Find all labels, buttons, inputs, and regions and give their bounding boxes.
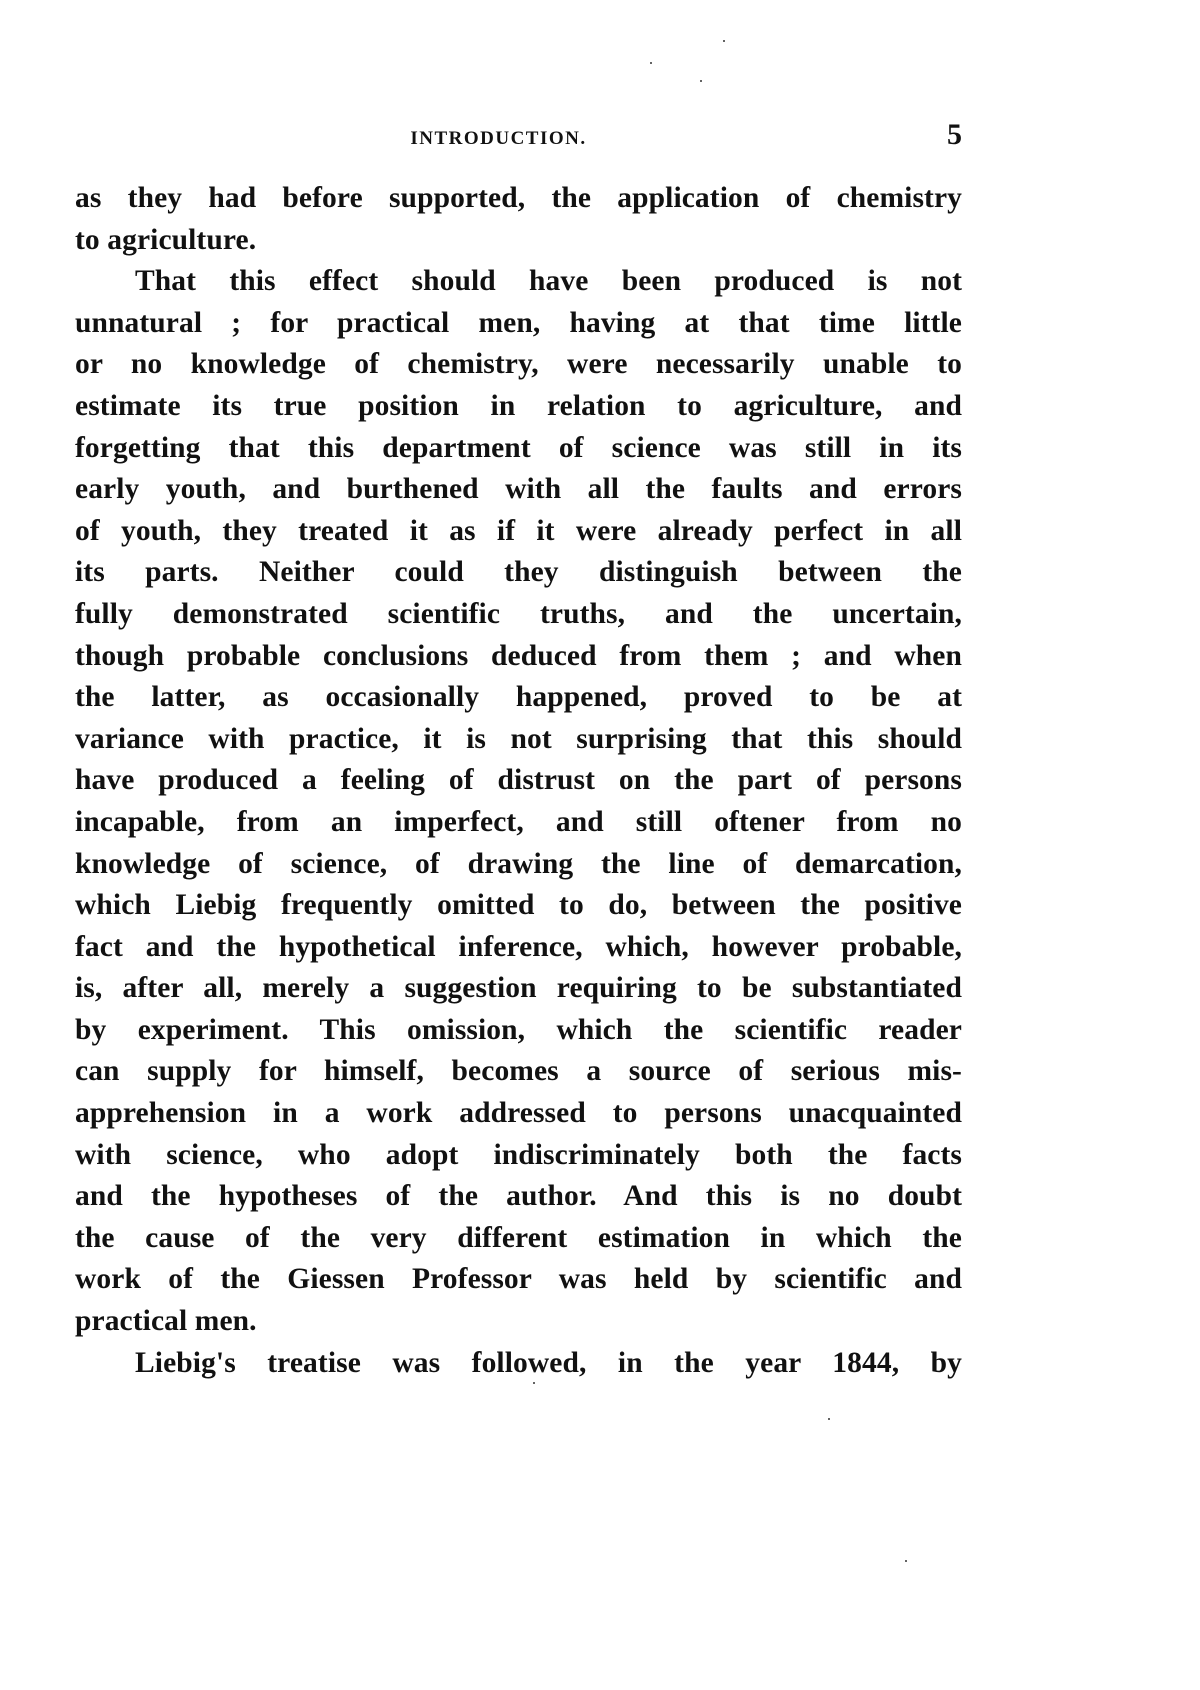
text-line: early youth, and burthened with all the faults and errors [75, 473, 962, 506]
scan-speck [828, 1418, 830, 1420]
page-number: 5 [947, 118, 962, 151]
text-line: apprehension in a work addressed to persons unacquainted [75, 1097, 962, 1130]
scan-speck [533, 1382, 535, 1384]
running-title: INTRODUCTION. [410, 128, 587, 149]
text-line: practical men. [75, 1305, 257, 1338]
text-line: work of the Giessen Professor was held by scientific and [75, 1263, 962, 1296]
text-line: and the hypotheses of the author. And this is no doubt [75, 1180, 962, 1213]
text-line: to agriculture. [75, 223, 257, 256]
text-line: fact and the hypothetical inference, which, however probable, [75, 930, 962, 963]
text-line: which Liebig frequently omitted to do, between the positive [75, 889, 962, 922]
text-line: can supply for himself, becomes a source of serious mis- [75, 1055, 962, 1088]
text-line: unnatural ; for practical men, having at that time little [75, 306, 962, 339]
text-line: Liebig's treatise was followed, in the year 1844, by [135, 1346, 962, 1379]
running-head [75, 118, 962, 158]
text-line: have produced a feeling of distrust on the part of persons [75, 764, 962, 797]
text-line: variance with practice, it is not surprising that this should [75, 722, 962, 755]
text-line: its parts. Neither could they distinguish between the [75, 556, 962, 589]
text-line: That this effect should have been produced is not [135, 265, 962, 298]
text-line: with science, who adopt indiscriminately both the facts [75, 1138, 962, 1171]
text-line: though probable conclusions deduced from them ; and when [75, 639, 962, 672]
text-line: fully demonstrated scientific truths, and the uncertain, [75, 597, 962, 630]
text-line: of youth, they treated it as if it were already perfect in all [75, 514, 962, 547]
body-text [75, 178, 962, 1384]
text-line: estimate its true position in relation to agriculture, and [75, 389, 962, 422]
scan-speck [905, 1560, 907, 1562]
text-line: knowledge of science, of drawing the line of demarcation, [75, 847, 962, 880]
scan-speck [700, 80, 702, 82]
text-line: the cause of the very different estimation in which the [75, 1221, 962, 1254]
text-line: or no knowledge of chemistry, were necessarily unable to [75, 348, 962, 381]
text-line: by experiment. This omission, which the scientific reader [75, 1013, 962, 1046]
text-line: forgetting that this department of science was still in its [75, 431, 962, 464]
text-line: incapable, from an imperfect, and still oftener from no [75, 805, 962, 838]
scan-speck [650, 62, 652, 64]
scan-speck [723, 40, 725, 42]
text-line: the latter, as occasionally happened, proved to be at [75, 681, 962, 714]
text-line: as they had before supported, the application of chemistry [75, 182, 962, 214]
text-line: is, after all, merely a suggestion requiring to be substantiated [75, 972, 962, 1005]
